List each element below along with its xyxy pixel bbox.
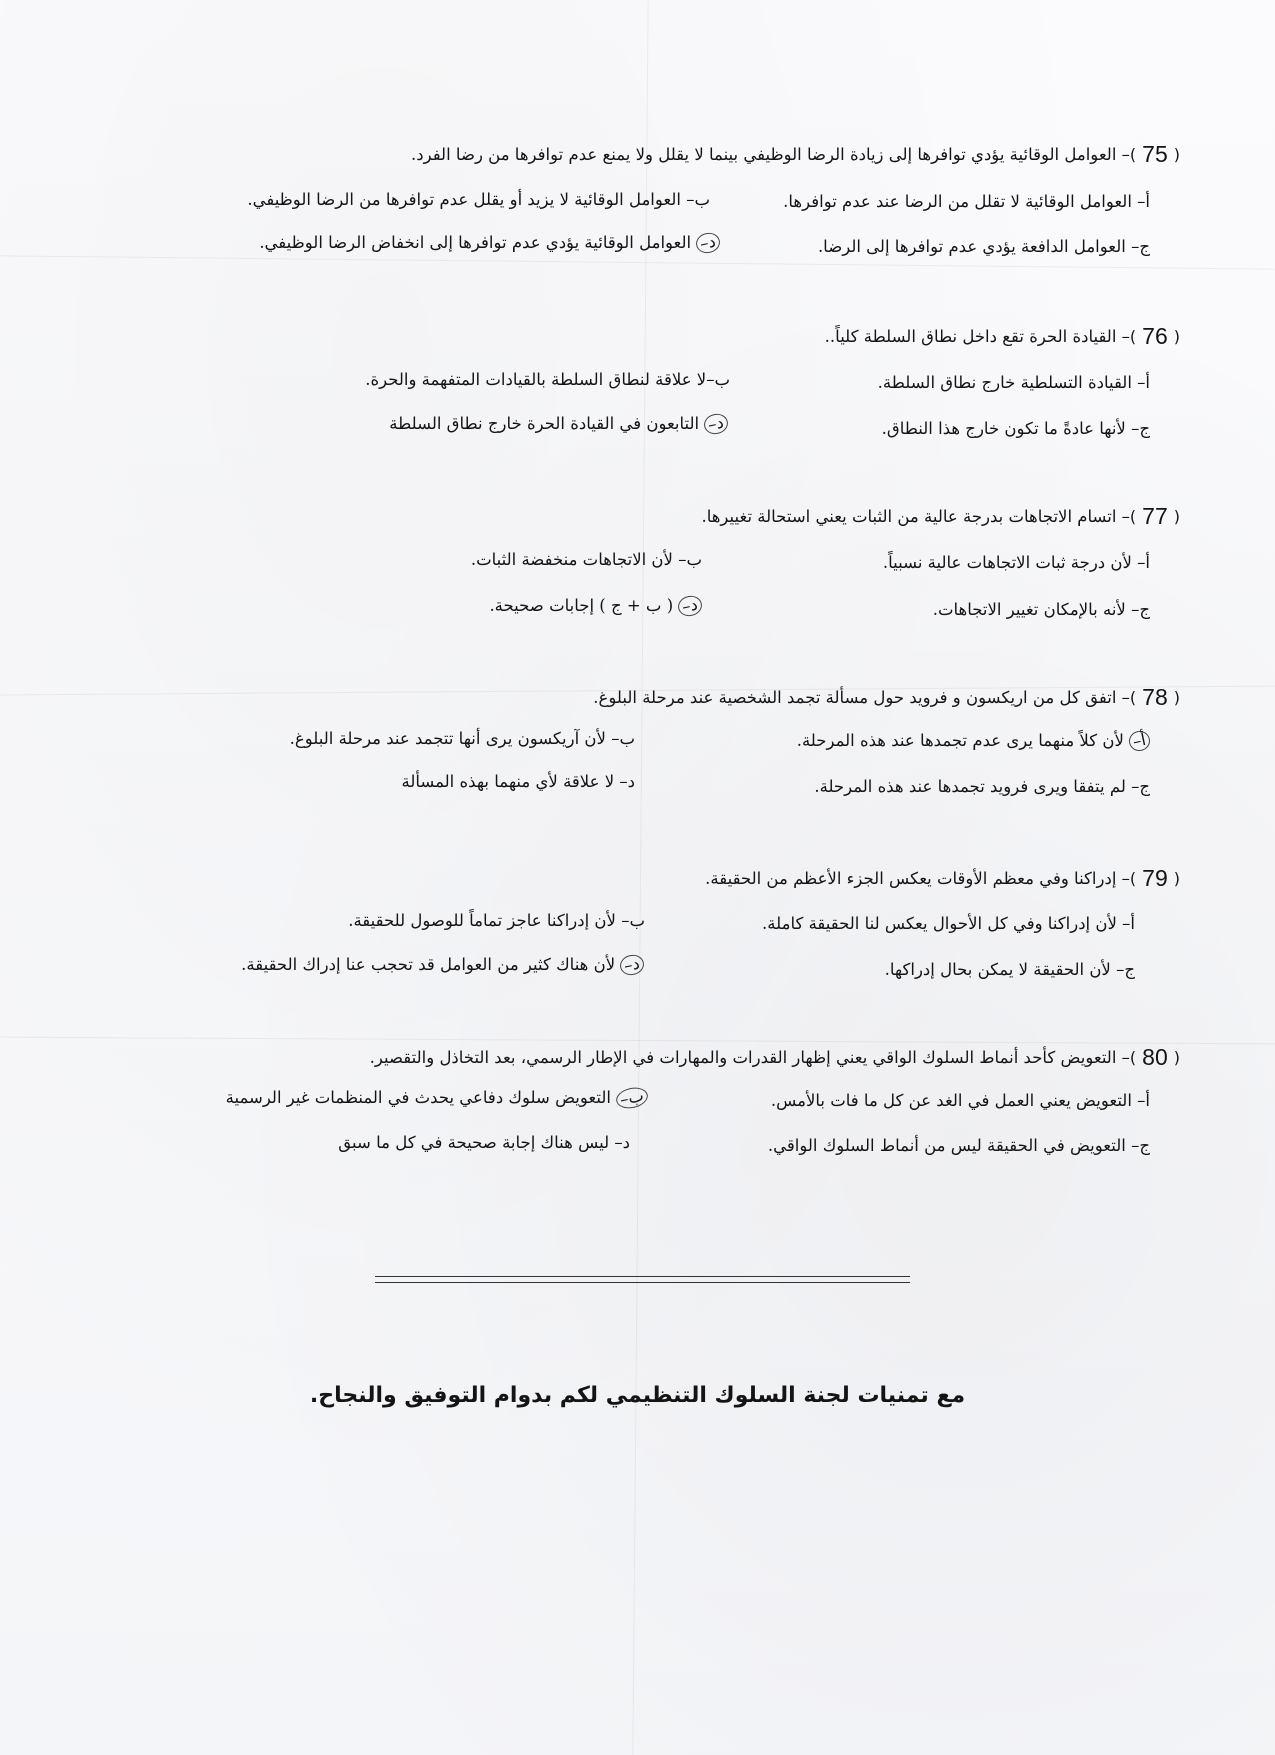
option-c: ج– لأنها عادةً ما تكون خارج هذا النطاق. bbox=[881, 419, 1150, 438]
question-stem bbox=[370, 1045, 1180, 1070]
question-paren: ( bbox=[1173, 507, 1180, 526]
question-76 bbox=[90, 324, 1180, 444]
question-paren: ) bbox=[1129, 145, 1137, 164]
option-text: التابعون في القيادة الحرة خارج نطاق السلطة bbox=[389, 414, 705, 433]
question-stem bbox=[705, 866, 1180, 891]
question-paren: ( bbox=[1173, 869, 1180, 888]
question-stem bbox=[701, 504, 1180, 529]
selected-answer-mark: ب– bbox=[614, 1085, 649, 1111]
question-number: 75 bbox=[1142, 141, 1168, 167]
selected-answer-mark: أ– bbox=[1127, 729, 1152, 753]
closing-message: مع تمنيات لجنة السلوك التنظيمي لكم بدوام التوفيق والنجاح. bbox=[309, 1383, 966, 1408]
question-paren: ( bbox=[1173, 327, 1180, 346]
option-d bbox=[241, 953, 644, 977]
option-b: ب– العوامل الوقائية لا يزيد أو يقلل عدم توافرها من الرضا الوظيفي. bbox=[247, 190, 710, 209]
option-c: ج– العوامل الدافعة يؤدي عدم توافرها إلى الرضا. bbox=[817, 237, 1150, 256]
option-d bbox=[259, 231, 720, 255]
question-paren: ) bbox=[1129, 327, 1137, 346]
option-text: لأن كلاً منهما يرى عدم تجمدها عند هذه المرحلة. bbox=[796, 731, 1130, 750]
option-text: العوامل الوقائية يؤدي عدم توافرها إلى انخفاض الرضا الوظيفي. bbox=[259, 233, 697, 252]
option-a: أ– لأن إدراكنا وفي كل الأحوال يعكس لنا الحقيقة كاملة. bbox=[762, 914, 1135, 933]
question-text: – التعويض كأحد أنماط السلوك الواقي يعني إظهار القدرات والمهارات في الإطار الرسمي، بعد التخاذل والتقصير. bbox=[369, 1048, 1130, 1067]
question-number: 76 bbox=[1142, 323, 1168, 349]
question-78 bbox=[90, 685, 1180, 805]
option-d: د– لا علاقة لأي منهما بهذه المسألة bbox=[401, 772, 635, 791]
option-a: أ– لأن درجة ثبات الاتجاهات عالية نسبياً. bbox=[882, 553, 1150, 572]
question-paren: ) bbox=[1129, 688, 1137, 707]
option-c: ج– لم يتفقا ويرى فرويد تجمدها عند هذه المرحلة. bbox=[814, 777, 1150, 796]
question-80 bbox=[90, 1045, 1180, 1165]
option-d bbox=[389, 412, 728, 436]
option-b: ب– لأن إدراكنا عاجز تماماً للوصول للحقيقة. bbox=[348, 911, 645, 930]
question-text: – اتسام الاتجاهات بدرجة عالية من الثبات يعني استحالة تغييرها. bbox=[701, 507, 1130, 526]
option-text: لأن هناك كثير من العوامل قد تحجب عنا إدراك الحقيقة. bbox=[241, 955, 621, 974]
option-c: ج– التعويض في الحقيقة ليس من أنماط السلوك الواقي. bbox=[767, 1136, 1150, 1155]
question-77 bbox=[90, 504, 1180, 624]
option-c: ج– لأن الحقيقة لا يمكن بحال إدراكها. bbox=[884, 960, 1135, 979]
question-paren: ) bbox=[1129, 1048, 1137, 1067]
question-number: 77 bbox=[1142, 503, 1168, 529]
option-text: ( ب + ج ) إجابات صحيحة. bbox=[489, 596, 679, 615]
question-stem bbox=[825, 324, 1180, 349]
selected-answer-mark: د– bbox=[703, 412, 730, 436]
question-number: 79 bbox=[1142, 865, 1168, 891]
option-a: أ– العوامل الوقائية لا تقلل من الرضا عند عدم توافرها. bbox=[783, 192, 1150, 211]
question-stem bbox=[411, 142, 1180, 167]
question-text: – القيادة الحرة تقع داخل نطاق السلطة كلياً.. bbox=[824, 327, 1130, 346]
selected-answer-mark: د– bbox=[619, 953, 646, 977]
question-stem bbox=[593, 685, 1180, 710]
selected-answer-mark: د– bbox=[695, 231, 722, 255]
option-d: د– ليس هناك إجابة صحيحة في كل ما سبق bbox=[338, 1133, 630, 1152]
question-paren: ) bbox=[1129, 869, 1137, 888]
option-b: ب– لأن آريكسون يرى أنها تتجمد عند مرحلة البلوغ. bbox=[289, 729, 635, 748]
double-divider bbox=[375, 1276, 910, 1283]
question-79 bbox=[90, 866, 1180, 986]
question-number: 78 bbox=[1142, 684, 1168, 710]
question-paren: ( bbox=[1173, 688, 1180, 707]
option-b: ب– لأن الاتجاهات منخفضة الثبات. bbox=[470, 550, 702, 569]
question-75 bbox=[90, 142, 1180, 262]
question-paren: ( bbox=[1173, 145, 1180, 164]
option-b: ب–لا علاقة لنطاق السلطة بالقيادات المتفهمة والحرة. bbox=[365, 370, 730, 389]
option-a bbox=[797, 729, 1150, 753]
option-a: أ– القيادة التسلطية خارج نطاق السلطة. bbox=[877, 373, 1150, 392]
option-c: ج– لأنه بالإمكان تغيير الاتجاهات. bbox=[932, 600, 1150, 619]
option-a: أ– التعويض يعني العمل في الغد عن كل ما فات بالأمس. bbox=[770, 1091, 1150, 1110]
question-number: 80 bbox=[1142, 1044, 1168, 1070]
question-text: – العوامل الوقائية يؤدي توافرها إلى زيادة الرضا الوظيفي بينما لا يقلل ولا يمنع عدم توافرها من رضا الفرد. bbox=[411, 145, 1130, 164]
paper-crease bbox=[0, 1037, 1275, 1045]
question-text: – إدراكنا وفي معظم الأوقات يعكس الجزء الأعظم من الحقيقة. bbox=[705, 869, 1130, 888]
question-paren: ) bbox=[1129, 507, 1137, 526]
question-text: – اتفق كل من اريكسون و فرويد حول مسألة تجمد الشخصية عند مرحلة البلوغ. bbox=[593, 688, 1130, 707]
option-d bbox=[489, 594, 702, 618]
question-paren: ( bbox=[1173, 1048, 1180, 1067]
option-b bbox=[226, 1086, 648, 1110]
option-text: التعويض سلوك دفاعي يحدث في المنظمات غير الرسمية bbox=[225, 1088, 617, 1107]
selected-answer-mark: د– bbox=[677, 594, 704, 618]
